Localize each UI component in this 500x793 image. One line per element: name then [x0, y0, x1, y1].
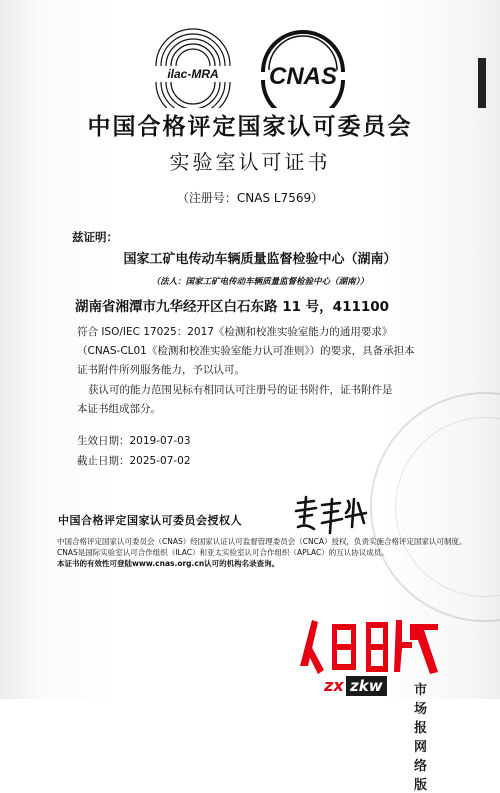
organization-address: 湖南省湘潭市九华经开区白石东路 11 号，411100: [75, 299, 390, 315]
organization-name: 国家工矿电传动车辆质量监督检验中心（湖南）: [123, 252, 397, 267]
fine-print-line: CNAS是国际实验室认可合作组织（ILAC）和亚太实验室认可合作组织（APLAC）的互认协议成员。: [57, 548, 389, 557]
ilac-logo-text: ilac-MRA: [167, 67, 219, 81]
body-line: 符合 ISO/IEC 17025：2017《检测和校准实验室能力的通用要求》: [77, 326, 393, 338]
scan-edge-mark: [478, 58, 486, 108]
certificate-type-title: 实验室认可证书: [169, 150, 331, 174]
expiry-date: 截止日期：2025-07-02: [77, 455, 191, 467]
cnas-logo-text: CNAS: [268, 63, 338, 90]
peoples-daily-logo: [292, 614, 442, 678]
effective-date: 生效日期：2019-07-03: [77, 435, 191, 447]
hereby-certify-label: 兹证明：: [72, 230, 118, 244]
body-line: 证书附件所列服务能力，予以认可。: [77, 364, 245, 376]
body-line: （CNAS-CL01《检测和校准实验室能力认可准则》）的要求，具备承担本: [77, 345, 415, 357]
brand-suffix: 市场报网络版: [414, 683, 428, 793]
ilac-mra-logo: [148, 22, 238, 108]
brand-prefix: zx: [324, 676, 344, 695]
fine-print-line: 中国合格评定国家认可委员会（CNAS）经国家认证认可监督管理委员会（CNCA）授权，负责实施合格评定国家认可制度。: [57, 537, 467, 546]
handwritten-signature: [292, 493, 370, 539]
authorized-signatory-label: 中国合格评定国家认可委员会授权人: [58, 514, 242, 527]
brand-kw: zkw: [346, 676, 387, 696]
body-line: 本证书组成部分。: [77, 403, 161, 415]
legal-entity: （法人：国家工矿电传动车辆质量监督检验中心（湖南））: [151, 277, 369, 287]
registration-number: （注册号：CNAS L7569）: [176, 191, 324, 205]
fine-print-line: 本证书的有效性可登陆www.cnas.org.cn认可的机构名录查询。: [57, 559, 280, 568]
body-line: 获认可的能力范围见标有相同认可注册号的证书附件，证书附件是: [88, 384, 393, 396]
certificate-issuer-title: 中国合格评定国家认可委员会: [87, 114, 413, 140]
cnas-logo: [257, 28, 349, 108]
